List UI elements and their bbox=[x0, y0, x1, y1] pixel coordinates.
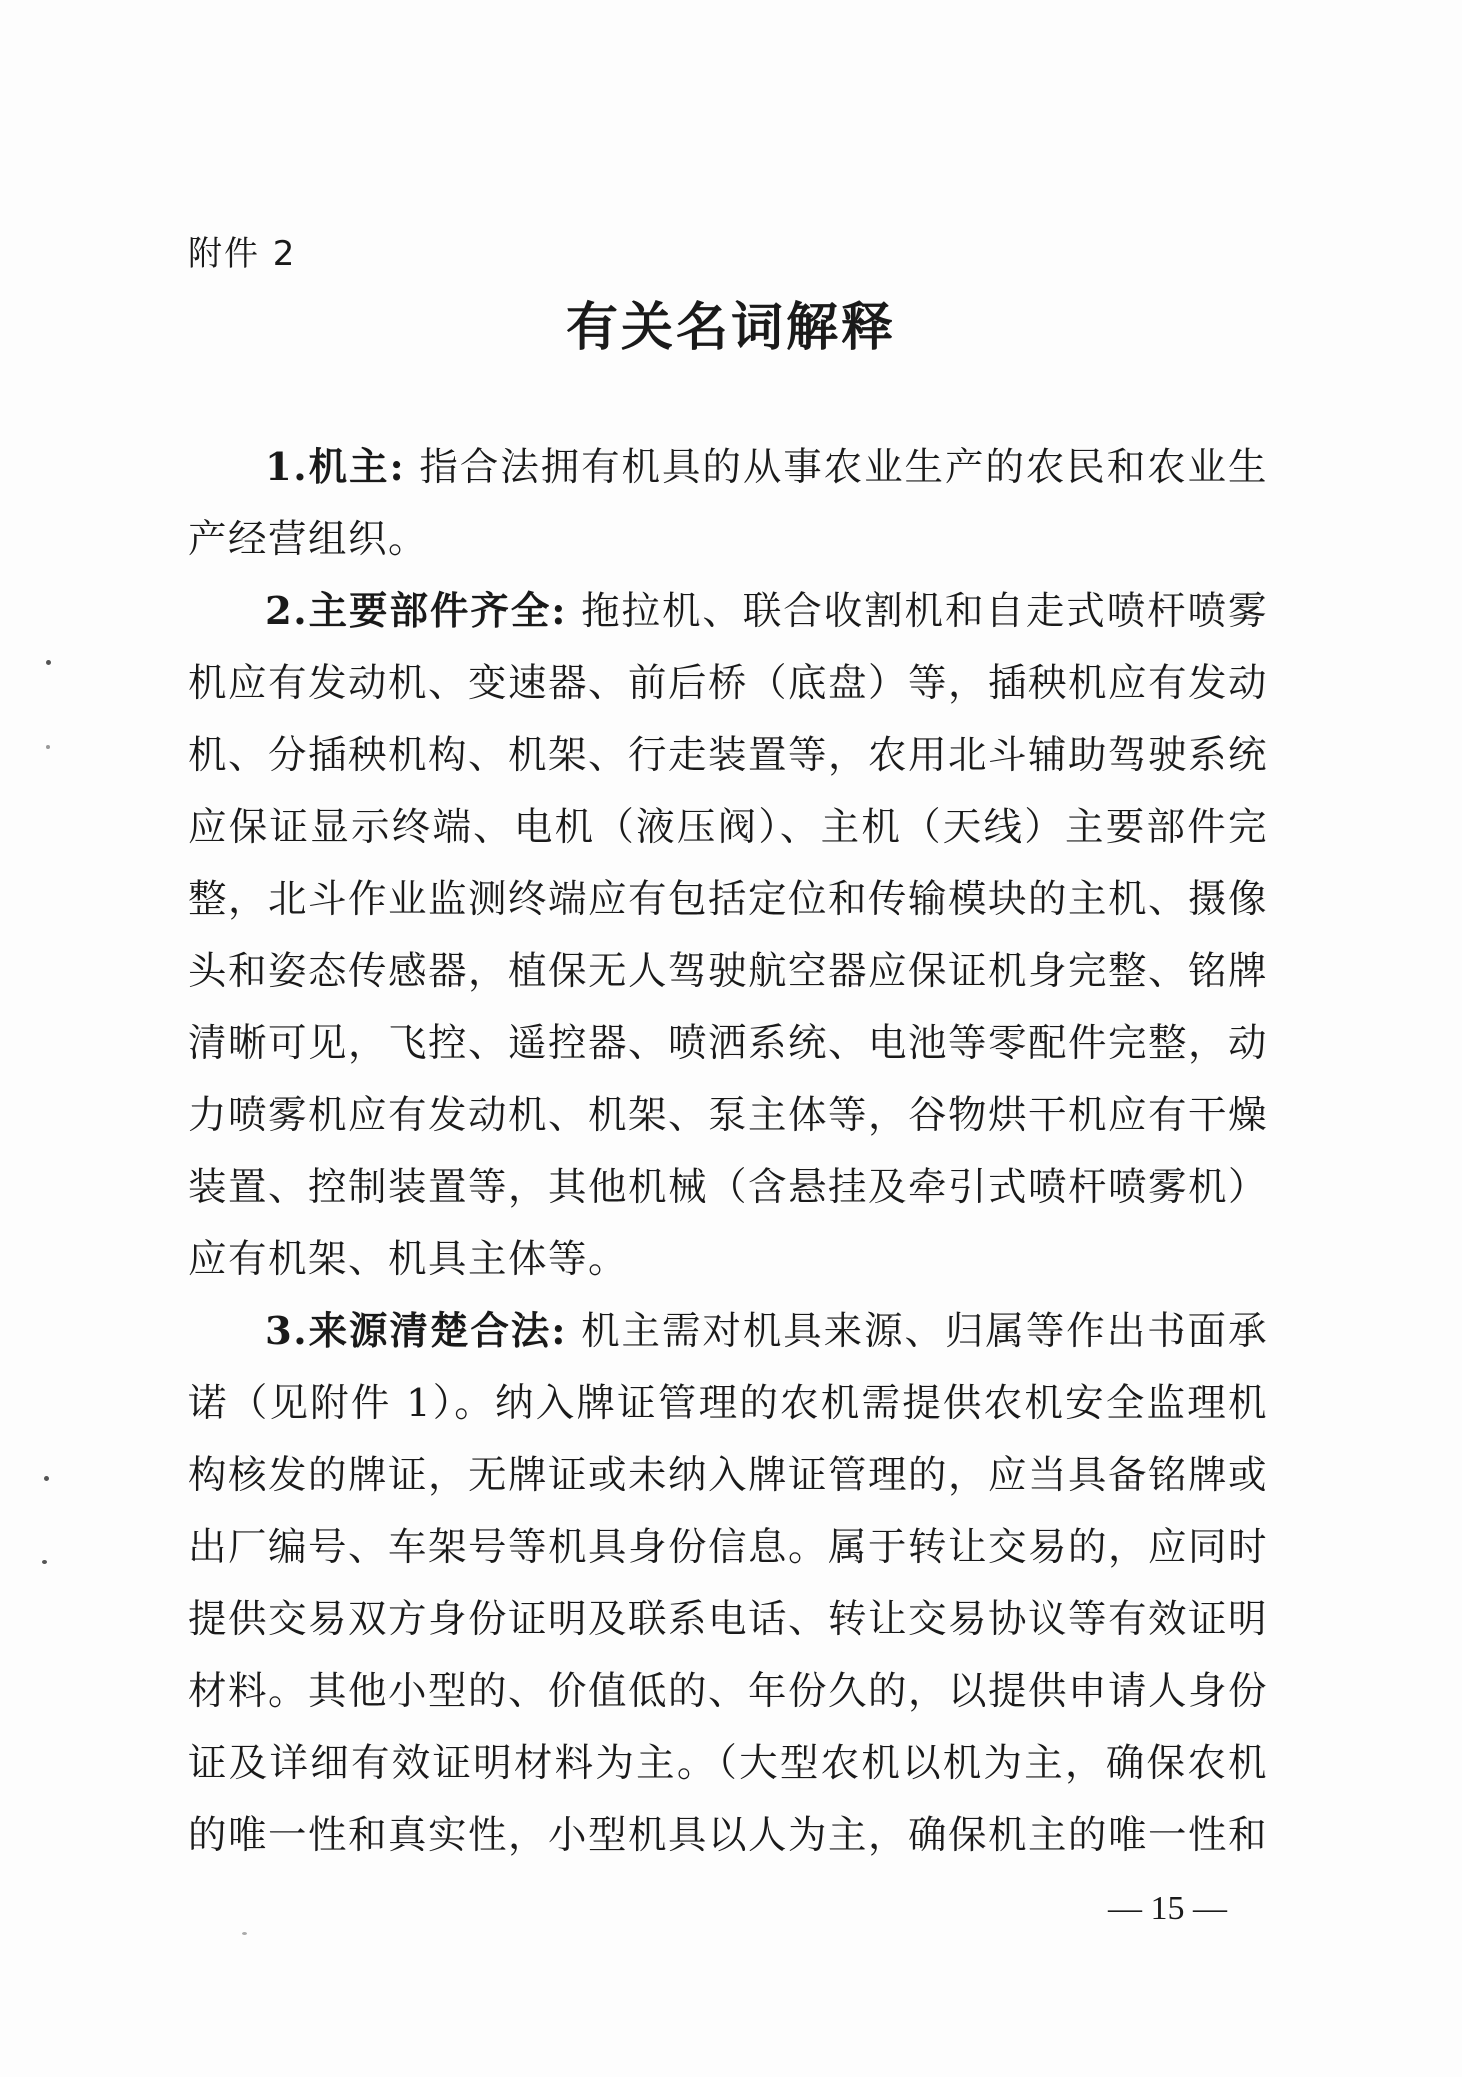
definition-paragraph-2 bbox=[188, 576, 1268, 1296]
definition-text: 拖拉机、联合收割机和自走式喷杆喷雾机应有发动机、变速器、前后桥（底盘）等，插秧机应有发动机、分插秧机构、机架、行走装置等，农用北斗辅助驾驶系统应保证显示终端、电机（液压阀）、主机（天线）主要部件完整，北斗作业监测终端应有包括定位和传输模块的主机、摄像头和姿态传感器，植保无人驾驶航空器应保证机身完整、铭牌清晰可见，飞控、遥控器、喷洒系统、电池等零配件完整，动力喷雾机应有发动机、机架、泵主体等，谷物烘干机应有干燥装置、控制装置等，其他机械（含悬挂及牵引式喷杆喷雾机）应有机架、机具主体等。 bbox=[188, 589, 1269, 1282]
definition-term: 1.机主: bbox=[265, 445, 406, 490]
scan-dot-mark bbox=[242, 1932, 247, 1935]
definition-text: 指合法拥有机具的从事农业生产的农民和农业生产经营组织。 bbox=[188, 445, 1268, 562]
attachment-label: 附件 2 bbox=[188, 234, 297, 274]
scan-dot-mark bbox=[42, 1560, 47, 1564]
document-body bbox=[188, 432, 1268, 1872]
scan-dot-mark bbox=[44, 1476, 49, 1481]
definition-paragraph-1 bbox=[188, 432, 1268, 576]
definition-term: 2.主要部件齐全: bbox=[265, 589, 567, 634]
scan-dot-mark bbox=[46, 745, 50, 749]
scan-dot-mark bbox=[46, 660, 51, 665]
definition-text: 机主需对机具来源、归属等作出书面承诺（见附件 1）。纳入牌证管理的农机需提供农机安全监理机构核发的牌证，无牌证或未纳入牌证管理的，应当具备铭牌或出厂编号、车架号等机具身份信息。属于转让交易的，应同时提供交易双方身份证明及联系电话、转让交易协议等有效证明材料。其他小型的、价值低的、年份久的，以提供申请人身份证及详细有效证明材料为主。（大型农机以机为主，确保农机的唯一性和真实性，小型机具以人为主，确保机主的唯一性和 bbox=[188, 1309, 1269, 1858]
definition-paragraph-3 bbox=[188, 1296, 1268, 1872]
definition-term: 3.来源清楚合法: bbox=[265, 1309, 567, 1354]
page-number: — 15 — bbox=[1108, 1890, 1227, 1927]
document-title: 有关名词解释 bbox=[565, 298, 896, 358]
